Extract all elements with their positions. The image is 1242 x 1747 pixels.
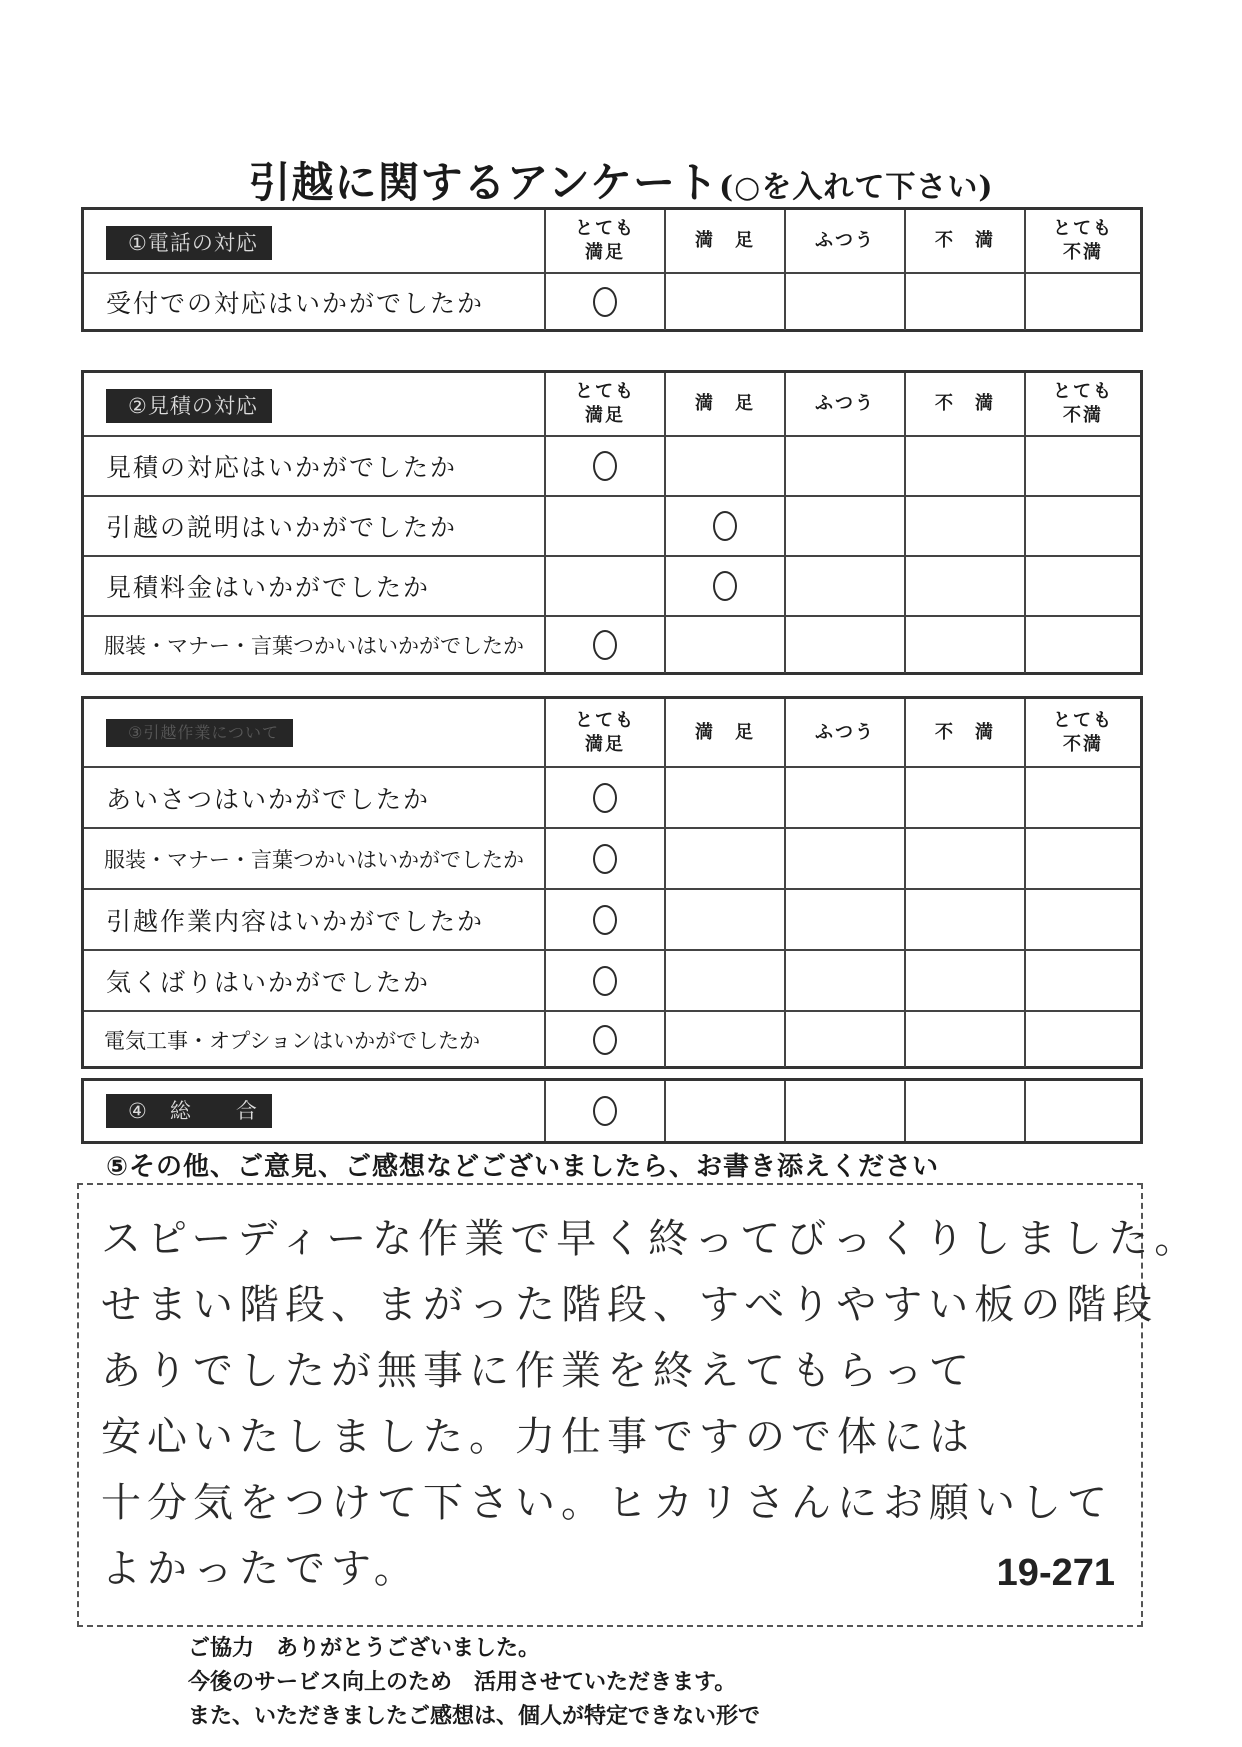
question-row	[84, 272, 1140, 330]
question-label: 見積料金はいかがでしたか	[84, 557, 546, 615]
section-label-cell	[84, 1081, 546, 1141]
rating-cell[interactable]	[546, 557, 666, 615]
question-row	[84, 949, 1140, 1010]
comment-line: よかったです。	[101, 1546, 420, 1592]
question-row	[84, 766, 1140, 827]
rating-cell[interactable]	[786, 768, 906, 827]
rating-header: とても 不満	[1053, 381, 1113, 426]
question-label: 受付での対応はいかがでしたか	[84, 274, 546, 330]
rating-cell[interactable]	[666, 768, 786, 827]
rating-cell[interactable]	[1026, 768, 1140, 827]
rating-cell[interactable]	[546, 274, 666, 330]
section-badge: ①電話の対応	[106, 226, 272, 260]
rating-cell[interactable]	[666, 274, 786, 330]
circle-mark	[593, 287, 617, 317]
question-row	[84, 888, 1140, 949]
circle-mark	[593, 451, 617, 481]
rating-cell[interactable]	[546, 890, 666, 949]
rating-header: ふつう	[786, 373, 906, 435]
rating-cell[interactable]	[666, 437, 786, 495]
rating-cell[interactable]	[906, 768, 1026, 827]
rating-header: 満 足	[666, 699, 786, 766]
rating-cell[interactable]	[906, 274, 1026, 330]
rating-cell[interactable]	[546, 1081, 666, 1141]
rating-cell[interactable]	[666, 497, 786, 555]
question-label: あいさつはいかがでしたか	[84, 768, 546, 827]
rating-header: 満 足	[666, 210, 786, 272]
rating-header: とても 不満	[1053, 709, 1113, 755]
rating-cell[interactable]	[786, 829, 906, 888]
question-row	[84, 495, 1140, 555]
rating-cell[interactable]	[906, 437, 1026, 495]
comment-line: せまい階段、まがった階段、すべりやすい板の階段	[101, 1282, 1159, 1328]
overall-row	[84, 1081, 1140, 1141]
rating-cell[interactable]	[786, 557, 906, 615]
comments-box[interactable]	[77, 1183, 1201, 1627]
rating-header: ふつう	[786, 699, 906, 766]
question-label: 気くばりはいかがでしたか	[84, 951, 546, 1010]
reference-number: 19-271	[996, 1552, 1115, 1594]
circle-mark	[593, 1025, 617, 1055]
rating-cell[interactable]	[666, 1081, 786, 1141]
rating-cell[interactable]	[666, 951, 786, 1010]
footer-line: 今後のサービス向上のため 活用させていただきます。	[188, 1670, 737, 1695]
rating-cell[interactable]	[546, 951, 666, 1010]
question-row	[84, 435, 1140, 495]
rating-cell[interactable]	[666, 557, 786, 615]
rating-cell[interactable]	[666, 890, 786, 949]
rating-header: 満 足	[666, 373, 786, 435]
rating-cell[interactable]	[906, 829, 1026, 888]
section-header-row	[84, 210, 1140, 272]
rating-header: とても 満足	[546, 699, 666, 766]
rating-cell[interactable]	[546, 768, 666, 827]
survey-title	[0, 150, 1242, 210]
comment-line: ありでしたが無事に作業を終えてもらって	[101, 1348, 975, 1394]
rating-header: 不 満	[906, 373, 1026, 435]
comment-line: 安心いたしました。力仕事ですので体には	[101, 1414, 975, 1460]
section-label-cell	[84, 210, 546, 272]
rating-cell[interactable]	[666, 829, 786, 888]
rating-header: 不 満	[906, 699, 1026, 766]
section-estimate	[81, 370, 1143, 675]
rating-cell[interactable]	[786, 274, 906, 330]
rating-cell[interactable]	[786, 890, 906, 949]
circle-mark	[593, 1096, 617, 1126]
question-label: 引越の説明はいかがでしたか	[84, 497, 546, 555]
rating-cell[interactable]	[666, 1012, 786, 1067]
rating-cell[interactable]	[1026, 274, 1140, 330]
rating-cell[interactable]	[1026, 829, 1140, 888]
section-overall	[81, 1078, 1143, 1144]
footer-thanks	[188, 1632, 760, 1734]
section-phone	[81, 207, 1143, 332]
rating-cell[interactable]	[906, 1012, 1026, 1067]
rating-header: ふつう	[786, 210, 906, 272]
footer-line: ご協力 ありがとうございました。	[188, 1636, 541, 1661]
rating-header: とても 不満	[1053, 218, 1113, 263]
rating-cell[interactable]	[546, 497, 666, 555]
rating-cell[interactable]	[546, 1012, 666, 1067]
section-badge: ④ 総 合	[106, 1094, 272, 1128]
comment-line: 十分気をつけて下さい。ヒカリさんにお願いして	[101, 1480, 1113, 1526]
section-badge: ②見積の対応	[106, 389, 272, 423]
rating-cell[interactable]	[1026, 497, 1140, 555]
rating-cell[interactable]	[1026, 951, 1140, 1010]
section-header-row	[84, 373, 1140, 435]
circle-mark	[593, 966, 617, 996]
rating-cell[interactable]	[786, 617, 906, 673]
comments-heading: ⑤その他、ご意見、ご感想などございましたら、お書き添えください	[106, 1152, 940, 1182]
question-label: 服装・マナー・言葉つかいはいかがでしたか	[84, 829, 546, 888]
question-row	[84, 827, 1140, 888]
circle-mark	[593, 905, 617, 935]
rating-cell[interactable]	[906, 1081, 1026, 1141]
rating-cell[interactable]	[906, 890, 1026, 949]
section-header-row	[84, 699, 1140, 766]
rating-header: 不 満	[906, 210, 1026, 272]
rating-cell[interactable]	[1026, 1012, 1140, 1067]
section-moving-work	[81, 696, 1143, 1069]
circle-mark	[593, 783, 617, 813]
question-label: 服装・マナー・言葉つかいはいかがでしたか	[84, 617, 546, 673]
rating-cell[interactable]	[546, 437, 666, 495]
rating-header: とても 満足	[546, 373, 666, 435]
rating-cell[interactable]	[546, 617, 666, 673]
survey-title-instruction: (○を入れて下さい)	[718, 170, 994, 205]
rating-header: とても 満足	[546, 210, 666, 272]
rating-cell[interactable]	[786, 1012, 906, 1067]
footer-line: また、いただきましたご感想は、個人が特定できない形で	[188, 1704, 761, 1729]
section-label-cell	[84, 699, 546, 766]
rating-cell[interactable]	[1026, 890, 1140, 949]
question-row	[84, 555, 1140, 615]
rating-cell[interactable]	[1026, 557, 1140, 615]
comment-line: スピーディーな作業で早く終ってびっくりしました。	[101, 1216, 1201, 1262]
rating-cell[interactable]	[906, 951, 1026, 1010]
section-label-cell	[84, 373, 546, 435]
circle-mark	[713, 511, 737, 541]
circle-mark	[593, 844, 617, 874]
circle-mark	[593, 630, 617, 660]
question-row	[84, 1010, 1140, 1067]
rating-cell[interactable]	[786, 951, 906, 1010]
rating-cell[interactable]	[786, 437, 906, 495]
question-label: 見積の対応はいかがでしたか	[84, 437, 546, 495]
rating-cell[interactable]	[546, 829, 666, 888]
rating-cell[interactable]	[1026, 437, 1140, 495]
rating-cell[interactable]	[1026, 617, 1140, 673]
question-label: 引越作業内容はいかがでしたか	[84, 890, 546, 949]
section-badge: ③引越作業について	[106, 719, 293, 747]
rating-cell[interactable]	[906, 557, 1026, 615]
rating-cell[interactable]	[906, 617, 1026, 673]
rating-cell[interactable]	[906, 497, 1026, 555]
rating-cell[interactable]	[1026, 1081, 1140, 1141]
rating-cell[interactable]	[666, 617, 786, 673]
question-label: 電気工事・オプションはいかがでしたか	[84, 1012, 546, 1067]
rating-cell[interactable]	[786, 497, 906, 555]
question-row	[84, 615, 1140, 673]
survey-title-main: 引越に関するアンケート	[248, 158, 719, 207]
rating-cell[interactable]	[786, 1081, 906, 1141]
circle-mark	[713, 571, 737, 601]
